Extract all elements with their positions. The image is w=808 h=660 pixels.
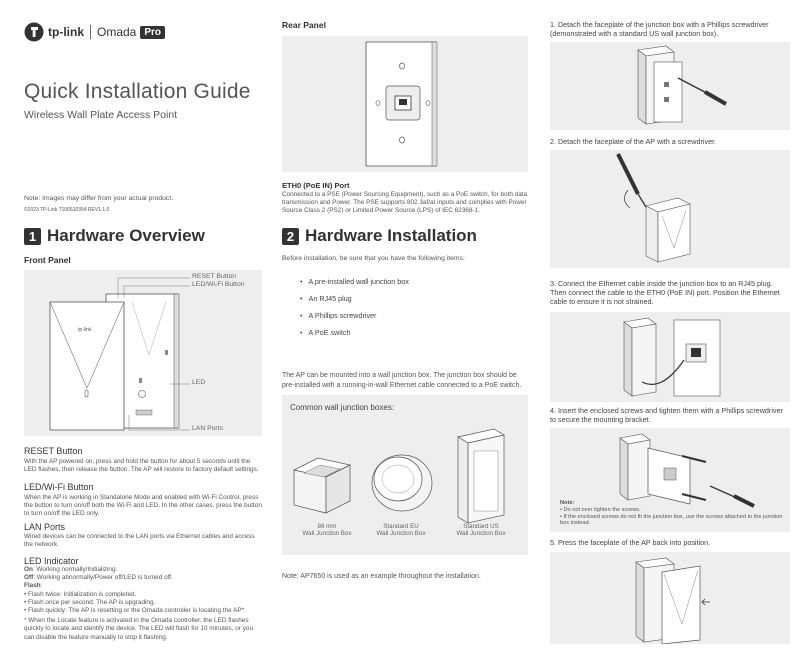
box-us-caption <box>448 523 514 537</box>
step-3-illustration <box>550 312 790 402</box>
installation-intro: Before installation, be sure that you have the following items: <box>282 255 465 262</box>
note-label: Note: <box>560 500 575 506</box>
led-off-label: Off <box>24 574 34 582</box>
detach-junction-faceplate-drawing <box>550 42 790 130</box>
box-eu-caption <box>370 523 432 537</box>
required-items-list <box>300 273 409 341</box>
connect-ethernet-drawing <box>550 312 790 402</box>
step-2-illustration <box>550 150 790 268</box>
logo-divider <box>90 25 91 39</box>
step-4-illustration <box>550 428 790 532</box>
list-item: • An RJ45 plug <box>300 290 409 307</box>
section-title: Hardware Installation <box>305 226 477 245</box>
caption-line-2: Wall Junction Box <box>456 530 506 537</box>
callout-led: LED <box>192 379 206 386</box>
column-3 <box>550 0 790 660</box>
note-item-text: Do not over tighten the screws. <box>563 506 641 513</box>
rear-plate-drawing <box>282 36 528 172</box>
reset-button-heading: RESET Button <box>24 446 83 456</box>
flash-item: • Flash twice: Initialization is completed. <box>24 590 137 598</box>
junction-boxes-title: Common wall junction boxes: <box>290 403 395 412</box>
pro-badge: Pro <box>140 26 165 39</box>
led-wifi-button-heading: LED/Wi-Fi Button <box>24 482 94 492</box>
led-off-text: : Working abnormally/Power off/LED is turned off. <box>33 574 173 582</box>
caption-line-2: Wall Junction Box <box>302 530 352 537</box>
caption-line-1: 86 mm <box>317 523 337 530</box>
section-number: 2 <box>282 228 299 245</box>
note-item: • Do not over tighten the screws. <box>560 506 641 513</box>
led-flash-row: Flash: <box>24 582 43 590</box>
product-name: Omada <box>97 25 137 39</box>
section-title: Hardware Overview <box>47 226 205 245</box>
example-note <box>282 573 481 581</box>
copyright: ©2023 TP-Link 7106510354 REV1.1.0 <box>24 207 110 213</box>
example-note-text: : AP7650 is used as an example throughout the installation. <box>296 573 481 580</box>
caption-line-2: Wall Junction Box <box>376 530 426 537</box>
led-indicator-details <box>24 566 262 642</box>
led-footnote: * When the Locate feature is activated in the Omada controller, the LED flashes quickly to locate and identify the device. The LED will flash for 10 minutes, or you can disable the feature manually to stop it flashing. <box>24 617 253 641</box>
note-item-text: If the enclosed screws do not fit the junction box, use the screws attached to the junction box instead. <box>560 513 783 527</box>
callout-lan-ports: LAN Ports <box>192 425 223 432</box>
image-note <box>24 195 173 203</box>
section-number: 1 <box>24 228 41 245</box>
led-indicator-heading: LED Indicator <box>24 556 79 566</box>
step-5-text: 5. Press the faceplate of the AP back into position. <box>550 538 711 547</box>
step-5-illustration <box>550 552 790 644</box>
list-item: • A pre-installed wall junction box <box>300 273 409 290</box>
lan-ports-text: Wired devices can be connected to the LAN ports via Ethernet cables and access the network. <box>24 533 255 549</box>
list-item: • A PoE switch <box>300 324 409 341</box>
caption-line-1: Standard US <box>463 523 499 530</box>
front-panel-illustration <box>24 270 262 436</box>
note-item: • If the enclosed screws do not fit the junction box, use the screws attached to the junction box instead. <box>560 513 783 527</box>
front-panel-label: Front Panel <box>24 255 71 265</box>
step-4-text: 4. Insert the enclosed screws and tighten them with a Phillips screwdriver to secure the mounting bracket. <box>550 406 783 424</box>
step-2-text: 2. Detach the faceplate of the AP with a screwdriver. <box>550 137 717 146</box>
led-on-row <box>24 566 262 574</box>
eth0-port-text: Connected to a PSE (Power Sourcing Equipment), such as a PoE switch, for both data transmission and Power. The PSE supports 802.3af/at inputs and complies with Power Source Class 2 (PS2) or Limited Power Source (LPS) of IEC 62368-1. <box>282 191 528 215</box>
rear-panel-illustration <box>282 36 528 172</box>
eth0-port-title: ETH0 (PoE IN) Port <box>282 181 350 190</box>
detach-ap-faceplate-drawing <box>550 150 790 268</box>
tp-link-logo-icon <box>24 22 44 42</box>
step-4-note <box>560 500 784 527</box>
led-wifi-button-text: When the AP is working in Standalone Mode and enabled with Wi-Fi Control, press the button to turn on/off both the Wi-Fi and LED. In the other cases, press the button to turn on/off the LED only. <box>24 494 262 518</box>
led-flash-label: Flash <box>24 582 41 590</box>
guide-subtitle: Wireless Wall Plate Access Point <box>24 109 178 121</box>
lan-ports-heading: LAN Ports <box>24 522 66 532</box>
mounting-text: The AP can be mounted into a wall junction box. The junction box should be pre-installed with a running-in-wall Ethernet cable connected to a PoE switch. <box>282 372 522 389</box>
column-1 <box>24 0 262 660</box>
hardware-overview-heading <box>24 226 205 246</box>
brand-logo <box>24 20 165 44</box>
flash-item: • Flash once per second: The AP is upgrading. <box>24 598 156 606</box>
flash-item-text: Flash quickly: The AP is resetting or the Omada controller is locating the AP*. <box>28 607 246 615</box>
step-1-illustration <box>550 42 790 130</box>
flash-item-text: Flash once per second: The AP is upgrading. <box>28 598 156 606</box>
example-note-label: Note <box>282 573 297 580</box>
callout-led-wifi-button: LED/Wi-Fi Button <box>192 281 245 288</box>
step-3-text: 3. Connect the Ethernet cable inside the junction box to an RJ45 plug. Then connect the cable to the ETH0 (PoE IN) port. Position the Ethernet cable to ensure it is not strained. <box>550 279 780 306</box>
press-faceplate-drawing <box>550 552 790 644</box>
reset-button-text: With the AP powered on, press and hold the button for about 5 seconds until the LED flashes, then release the button. The AP will restore to factory default settings. <box>24 458 259 474</box>
access-point-front-drawing <box>24 270 262 436</box>
image-note-text: : Images may differ from your actual product. <box>38 195 174 202</box>
caption-line-1: Standard EU <box>383 523 419 530</box>
flash-item: • Flash quickly: The AP is resetting or the Omada controller is locating the AP*. <box>24 607 246 615</box>
brand-name: tp-link <box>48 25 84 39</box>
guide-title: Quick Installation Guide <box>24 80 251 103</box>
led-on-label: On <box>24 566 33 573</box>
rear-panel-label: Rear Panel <box>282 20 326 30</box>
led-off-row <box>24 574 262 582</box>
hardware-installation-heading <box>282 226 477 246</box>
list-item: • A Phillips screwdriver <box>300 307 409 324</box>
led-on-text: : Working normally/Initializing. <box>32 566 118 573</box>
device-logo: tp-link <box>78 327 92 333</box>
image-note-label: Note <box>24 195 39 202</box>
step-1-text: 1. Detach the faceplate of the junction box with a Phillips screwdriver (demonstrated with a standard US wall junction box). <box>550 20 769 38</box>
box-86mm-caption <box>296 523 358 537</box>
callout-reset-button: RESET Button <box>192 273 237 280</box>
flash-item-text: Flash twice: Initialization is completed. <box>28 590 137 598</box>
junction-boxes-panel <box>282 395 528 555</box>
column-2 <box>282 0 528 660</box>
